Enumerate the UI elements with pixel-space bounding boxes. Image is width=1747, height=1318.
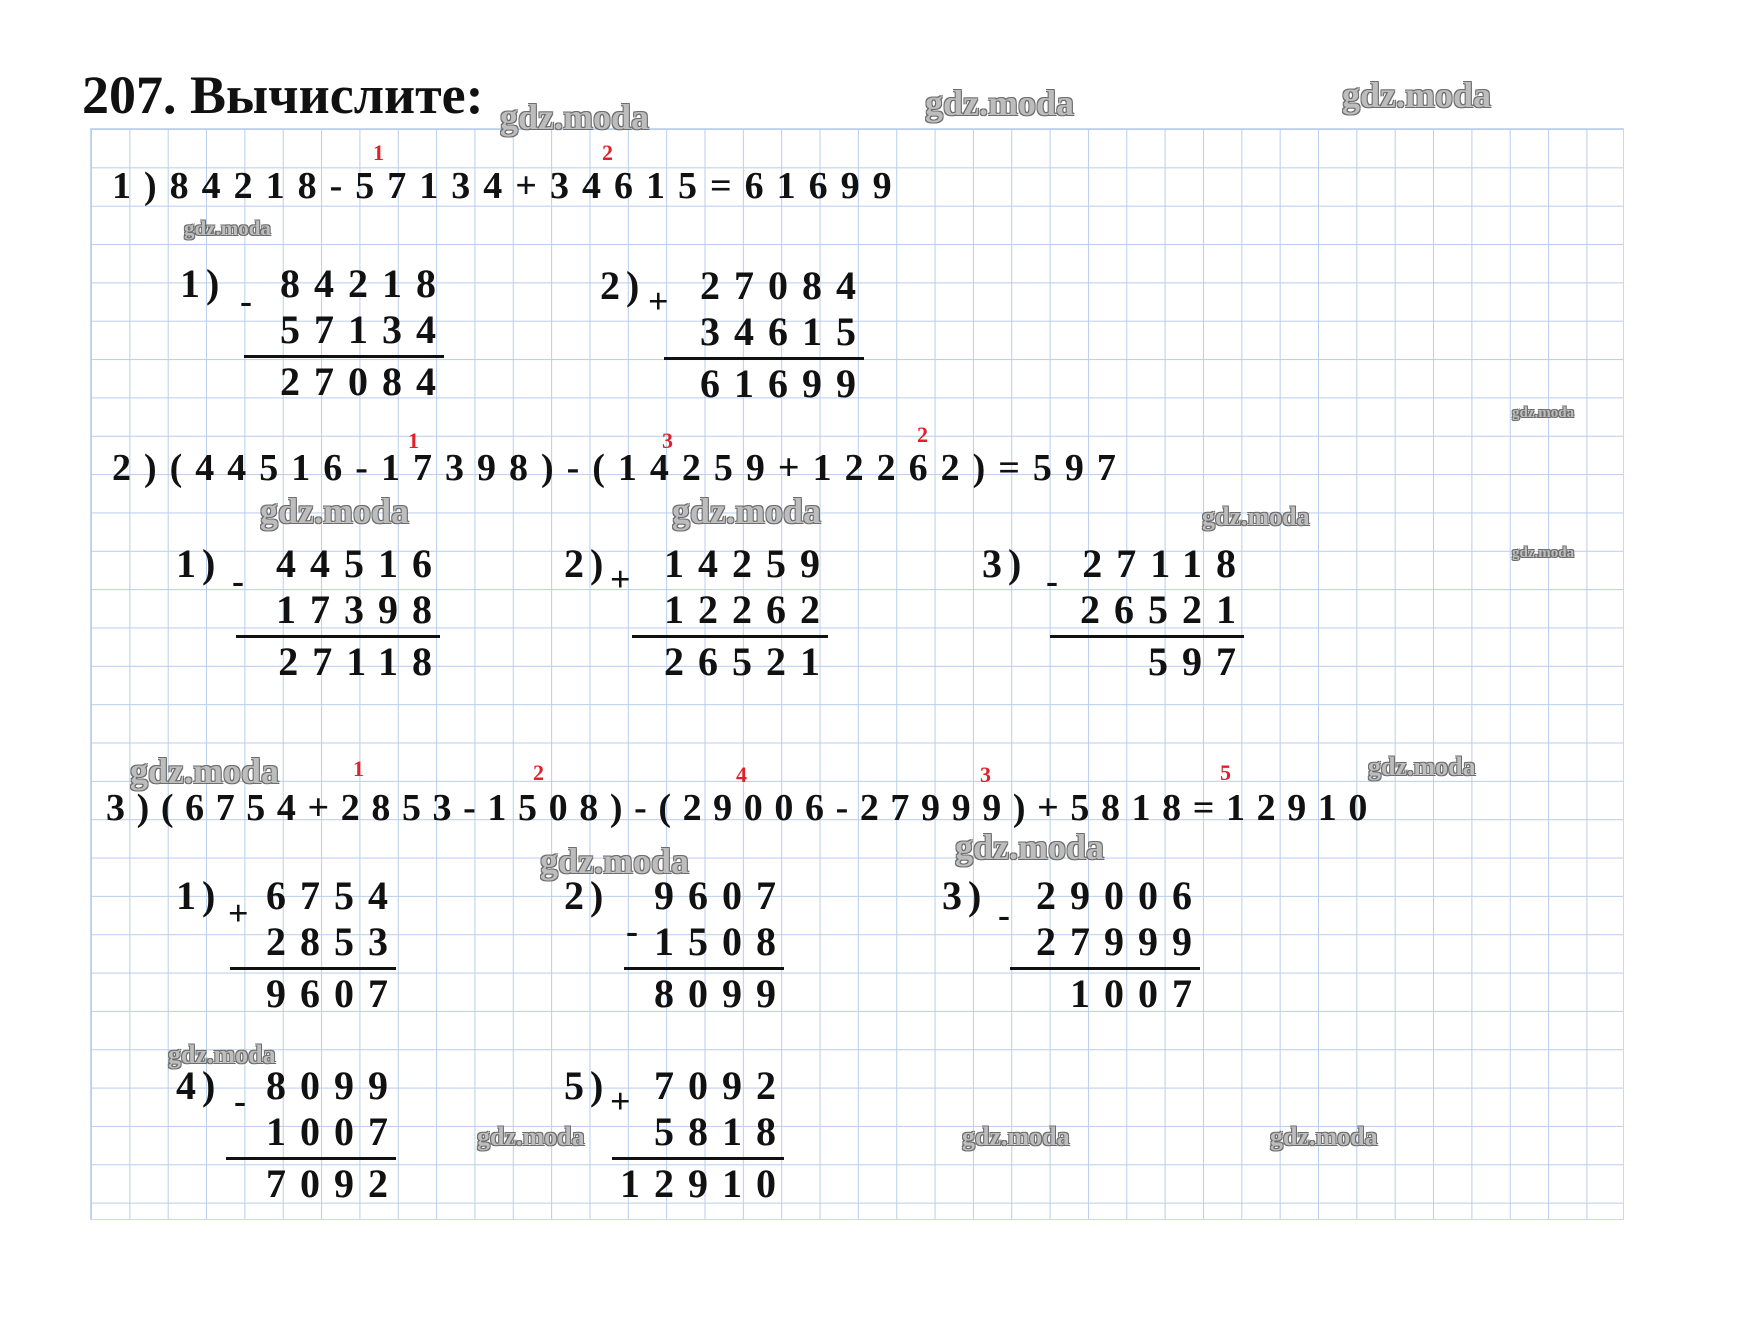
watermark: gdz.moda bbox=[1202, 502, 1310, 531]
operand-a: 7092 bbox=[654, 1063, 790, 1108]
operator: + bbox=[610, 559, 645, 599]
operand-a: 27084 bbox=[700, 263, 870, 308]
watermark: gdz.moda bbox=[477, 1122, 585, 1151]
operator: - bbox=[1046, 561, 1072, 601]
order-mark: 5 bbox=[1220, 760, 1231, 785]
column-calc-3-3 bbox=[942, 872, 1206, 1022]
expression-3: 3)(6754+2853-1508)-(29006-27999)+5818=12910 bbox=[106, 787, 1379, 829]
column-calc-3-4 bbox=[176, 1062, 402, 1212]
order-mark: 2 bbox=[917, 422, 928, 447]
operand-a: 27118 bbox=[1082, 541, 1250, 586]
result: 26521 bbox=[664, 639, 834, 684]
result: 1007 bbox=[1070, 971, 1206, 1016]
column-calc-1-2 bbox=[600, 262, 870, 412]
step-label: 2) bbox=[564, 873, 610, 918]
step-label: 3) bbox=[942, 873, 988, 918]
watermark: gdz.moda bbox=[260, 491, 410, 531]
page-title: 207. Вычислите: bbox=[82, 65, 484, 125]
operand-b: 12262 bbox=[664, 587, 834, 632]
watermark: gdz.moda bbox=[540, 841, 690, 881]
step-label: 2) bbox=[564, 541, 610, 586]
column-calc-3-1 bbox=[176, 872, 402, 1022]
order-mark: 1 bbox=[408, 428, 419, 453]
step-label: 1) bbox=[176, 873, 222, 918]
order-mark: 2 bbox=[533, 760, 544, 785]
operator: - bbox=[626, 911, 652, 951]
order-mark: 3 bbox=[980, 762, 991, 787]
operator: - bbox=[998, 895, 1024, 935]
watermark: gdz.moda bbox=[1512, 405, 1575, 421]
order-mark: 2 bbox=[602, 140, 613, 165]
watermark: gdz.moda bbox=[1270, 1122, 1378, 1151]
column-calc-1-1 bbox=[180, 260, 450, 410]
watermark: gdz.moda bbox=[962, 1122, 1070, 1151]
result: 61699 bbox=[700, 361, 870, 406]
operator: + bbox=[610, 1081, 645, 1121]
watermark: gdz.moda bbox=[955, 827, 1105, 867]
operand-a: 84218 bbox=[280, 261, 450, 306]
operand-b: 57134 bbox=[280, 307, 450, 352]
result: 597 bbox=[1148, 639, 1250, 684]
operator: - bbox=[234, 1081, 260, 1121]
operand-b: 34615 bbox=[700, 309, 870, 354]
step-label: 4) bbox=[176, 1063, 222, 1108]
watermark: gdz.moda bbox=[1342, 75, 1492, 115]
column-calc-3-2 bbox=[564, 872, 790, 1022]
column-calc-2-2 bbox=[564, 540, 834, 690]
column-calc-2-1 bbox=[176, 540, 446, 690]
watermark: gdz.moda bbox=[500, 97, 650, 137]
result: 7092 bbox=[266, 1161, 402, 1206]
result: 12910 bbox=[620, 1161, 790, 1206]
operand-a: 29006 bbox=[1036, 873, 1206, 918]
result: 8099 bbox=[654, 971, 790, 1016]
column-calc-3-5 bbox=[564, 1062, 790, 1212]
result: 9607 bbox=[266, 971, 402, 1016]
operand-b: 17398 bbox=[276, 587, 446, 632]
operand-a: 6754 bbox=[266, 873, 402, 918]
watermark: gdz.moda bbox=[1368, 752, 1476, 781]
operator: + bbox=[228, 893, 263, 933]
step-label: 2) bbox=[600, 263, 646, 308]
operand-a: 44516 bbox=[276, 541, 446, 586]
order-mark: 4 bbox=[736, 762, 747, 787]
step-label: 1) bbox=[180, 261, 226, 306]
operand-a: 9607 bbox=[654, 873, 790, 918]
watermark: gdz.moda bbox=[1512, 545, 1575, 561]
operand-b: 27999 bbox=[1036, 919, 1206, 964]
column-calc-2-3 bbox=[982, 540, 1250, 690]
operand-a: 14259 bbox=[664, 541, 834, 586]
operator: - bbox=[232, 561, 258, 601]
step-label: 1) bbox=[176, 541, 222, 586]
operand-b: 5818 bbox=[654, 1109, 790, 1154]
operand-b: 1007 bbox=[266, 1109, 402, 1154]
operand-b: 2853 bbox=[266, 919, 402, 964]
order-mark: 3 bbox=[662, 428, 673, 453]
step-label: 5) bbox=[564, 1063, 610, 1108]
operator: + bbox=[648, 281, 683, 321]
watermark: gdz.moda bbox=[184, 216, 271, 240]
operand-b: 26521 bbox=[1080, 587, 1250, 632]
operand-b: 1508 bbox=[654, 919, 790, 964]
expression-1: 1)84218-57134+34615=61699 bbox=[112, 165, 905, 207]
watermark: gdz.moda bbox=[925, 83, 1075, 123]
order-mark: 1 bbox=[353, 756, 364, 781]
watermark: gdz.moda bbox=[130, 751, 280, 791]
step-label: 3) bbox=[982, 541, 1028, 586]
order-mark: 1 bbox=[373, 140, 384, 165]
result: 27118 bbox=[278, 639, 446, 684]
operator: - bbox=[240, 281, 266, 321]
result: 27084 bbox=[280, 359, 450, 404]
watermark: gdz.moda bbox=[672, 491, 822, 531]
watermark: gdz.moda bbox=[168, 1040, 276, 1069]
operand-a: 8099 bbox=[266, 1063, 402, 1108]
expression-2: 2)(44516-17398)-(14259+12262)=597 bbox=[112, 447, 1129, 489]
